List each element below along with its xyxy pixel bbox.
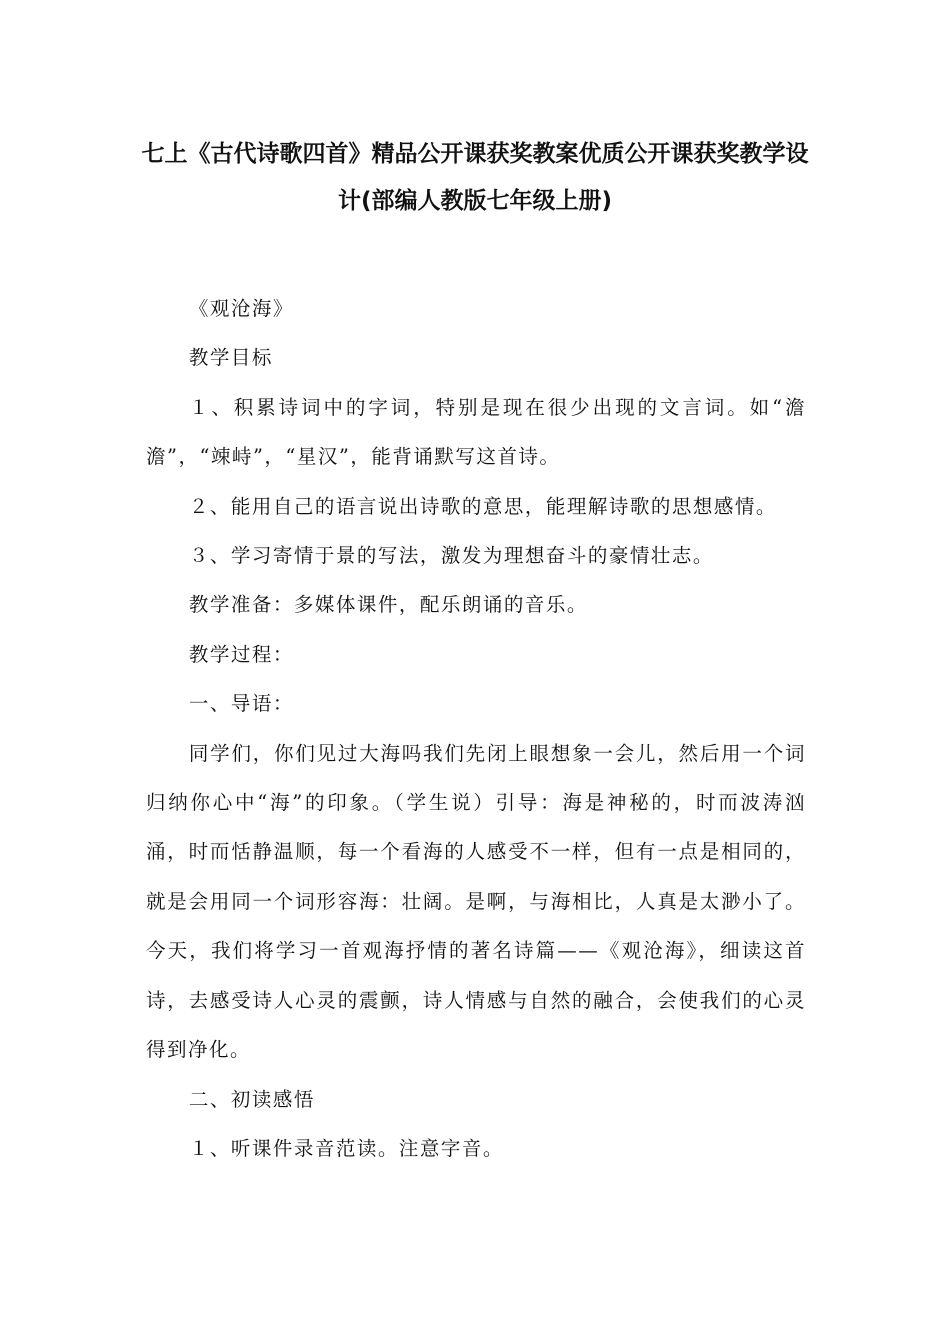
document-title-line-1: 七上《古代诗歌四首》精品公开课获奖教案优质公开课获奖教学设	[141, 141, 809, 167]
document-title-line-2: 计(部编人教版七年级上册)	[337, 188, 613, 214]
section-heading-objectives: 教学目标	[188, 346, 273, 370]
subheading-introduction: 一、导语：	[188, 692, 294, 716]
objective-item-2: ２、能用自己的语言说出诗歌的意思，能理解诗歌的思想感情。	[188, 494, 777, 518]
introduction-paragraph: 同学们，你们见过大海吗我们先闭上眼想象一会儿，然后用一个词归纳你心中“海”的印象。（学生说）引导：海是神秘的，时而波涛汹涌，时而恬静温顺，每一个看海的人感受不一样，但有一点是相同的，就是会用同一个词形容海：壮阔。是啊，与海相比，人真是太渺小了。今天，我们将学习一首观海抒情的著名诗篇——《观沧海》，细读这首诗，去感受诗人心灵的震颤，诗人情感与自然的融合，会使我们的心灵得到净化。	[146, 741, 806, 1062]
objective-item-3: ３、学习寄情于景的写法，激发为理想奋斗的豪情壮志。	[188, 544, 714, 568]
poem-title: 《观沧海》	[188, 297, 294, 320]
subheading-first-reading: 二、初读感悟	[188, 1087, 315, 1111]
teaching-preparation: 教学准备：多媒体课件，配乐朗诵的音乐。	[188, 593, 588, 617]
section-heading-process: 教学过程：	[188, 642, 294, 666]
objective-item-1: １、积累诗词中的字词，特别是现在很少出现的文言词。如“澹澹”，“竦峙”，“星汉”，能背诵默写这首诗。	[146, 395, 806, 469]
document-body	[146, 284, 806, 1173]
first-reading-item-1: １、听课件录音范读。注意字音。	[188, 1136, 504, 1160]
